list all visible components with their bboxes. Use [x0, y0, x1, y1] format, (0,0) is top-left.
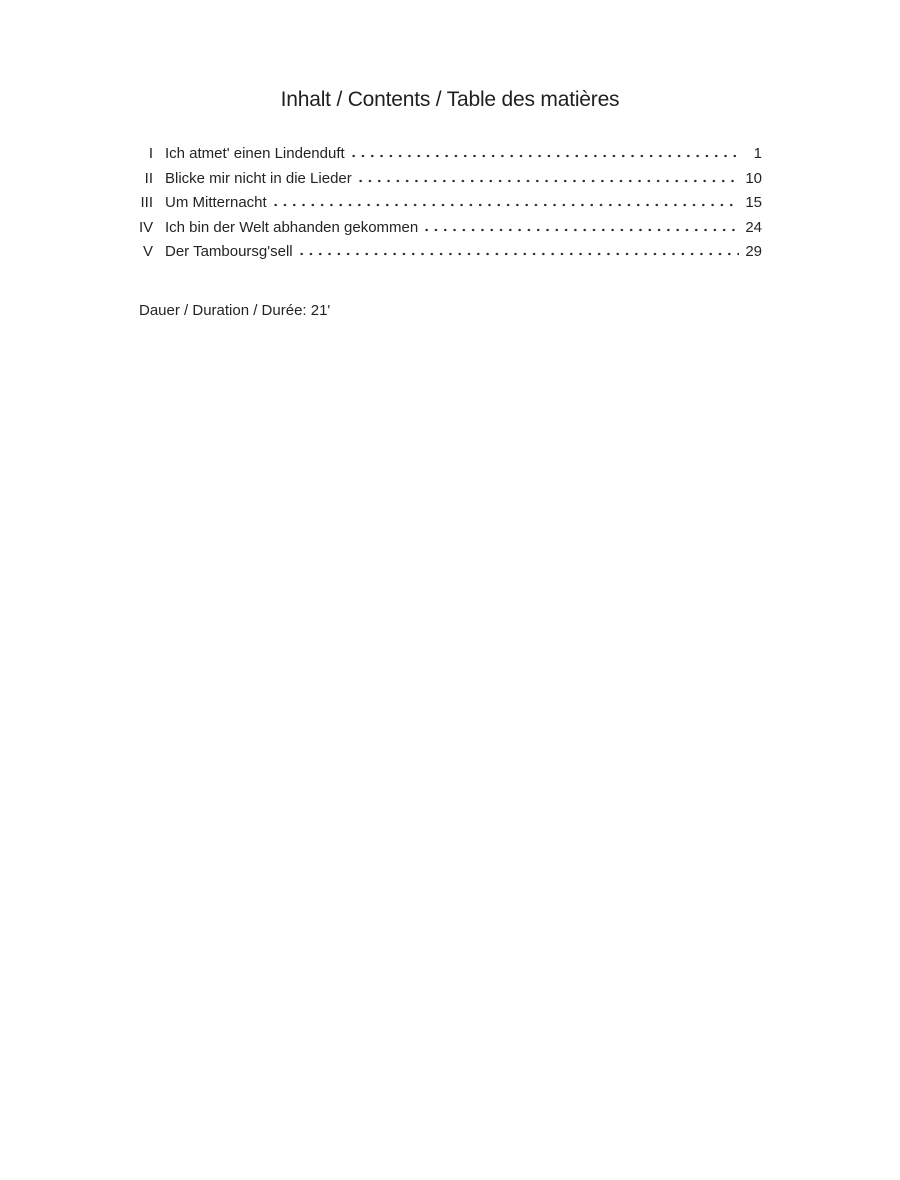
toc-numeral: III	[140, 194, 153, 212]
toc-page-number: 15	[745, 194, 762, 212]
toc-row	[139, 243, 762, 268]
toc-page-number: 1	[753, 145, 762, 162]
toc-entry-title: Um Mitternacht	[165, 194, 267, 212]
toc-row	[139, 170, 762, 195]
toc-entry-title: Ich atmet' einen Lindenduft	[165, 145, 345, 162]
toc-row	[139, 194, 762, 219]
table-of-contents	[139, 145, 762, 268]
dot-leader	[297, 252, 739, 256]
dot-leader	[349, 154, 739, 158]
toc-page-number: 24	[745, 218, 762, 236]
toc-numeral: I	[148, 145, 153, 162]
toc-entry-title: Blicke mir nicht in die Lieder	[165, 169, 352, 187]
toc-numeral: V	[142, 243, 153, 261]
dot-leader	[422, 228, 739, 232]
toc-page-number: 10	[745, 169, 762, 187]
toc-entry-title: Der Tamboursg'sell	[165, 243, 293, 261]
toc-entry-title: Ich bin der Welt abhanden gekommen	[165, 218, 419, 236]
duration-text: Dauer / Duration / Durée: 21'	[139, 302, 331, 319]
dot-leader	[271, 203, 739, 207]
toc-page-number: 29	[745, 243, 762, 261]
toc-row	[139, 145, 762, 170]
toc-numeral: IV	[139, 218, 154, 236]
dot-leader	[356, 179, 739, 183]
toc-numeral: II	[144, 169, 153, 187]
page-title: Inhalt / Contents / Table des matières	[280, 88, 620, 111]
toc-row	[139, 219, 762, 244]
